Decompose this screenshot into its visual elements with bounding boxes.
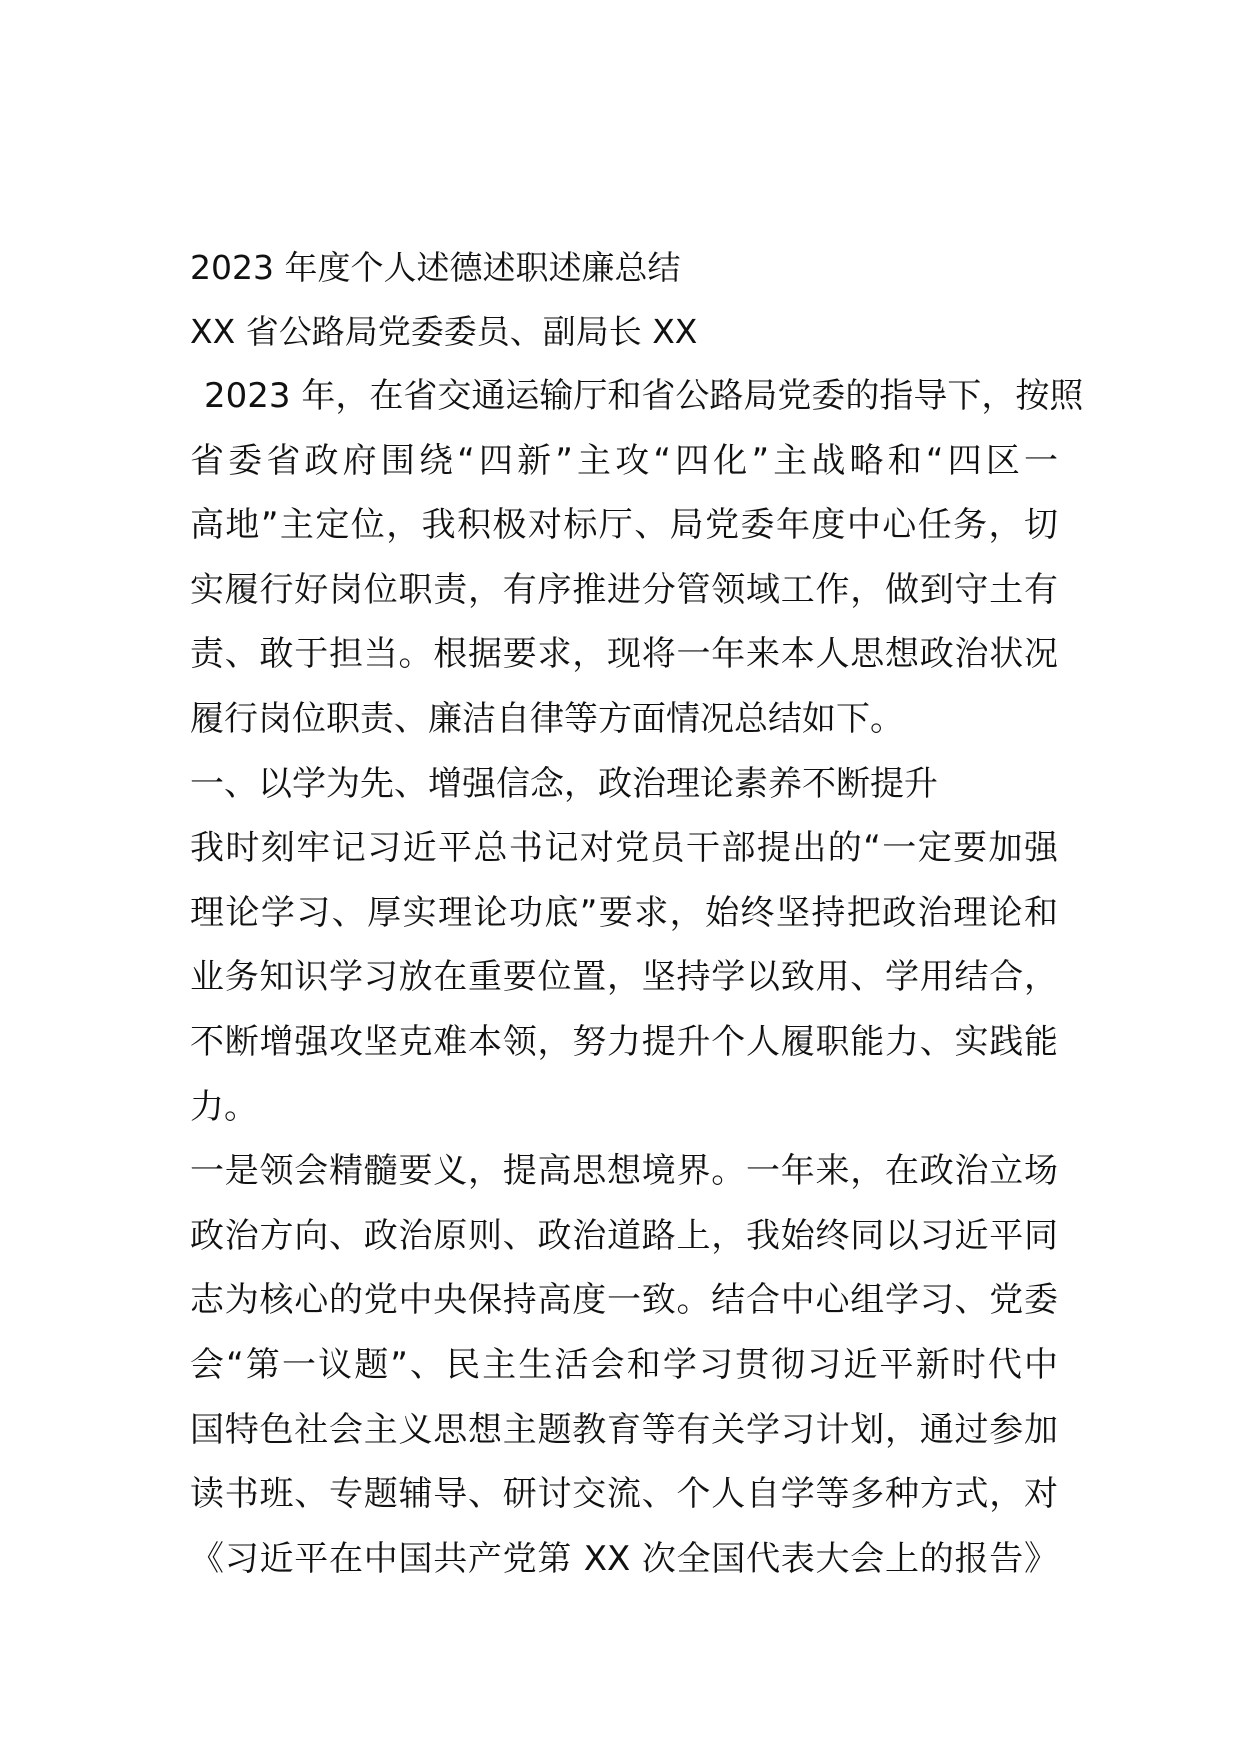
body-text [190, 364, 1084, 1591]
text-line: 业务知识学习放在重要位置，坚持学以致用、学用结合， [190, 957, 1058, 998]
text-line: 《习近平在中国共产党第 XX 次全国代表大会上的报告》 [190, 1538, 1058, 1579]
text-line: 读书班、专题辅导、研讨交流、个人自学等多种方式，对 [190, 1474, 1058, 1515]
text-line: 实履行好岗位职责，有序推进分管领域工作，做到守土有 [190, 569, 1058, 610]
text-line: 政治方向、政治原则、政治道路上，我始终同以习近平同 [190, 1215, 1058, 1256]
text-line: 一、以学为先、增强信念，政治理论素养不断提升 [190, 763, 938, 804]
text-line: 国特色社会主义思想主题教育等有关学习计划，通过参加 [190, 1409, 1058, 1450]
text-line: 履行岗位职责、廉洁自律等方面情况总结如下。 [190, 698, 904, 739]
text-line: 2023 年，在省交通运输厅和省公路局党委的指导下，按照 [204, 376, 1084, 416]
text-line: 力。 [190, 1086, 258, 1127]
text-line: 省委省政府围绕“四新”主攻“四化”主战略和“四区一 [190, 440, 1058, 481]
text-line: 责、敢于担当。根据要求，现将一年来本人思想政治状况 [190, 634, 1058, 675]
text-line: 会“第一议题”、民主生活会和学习贯彻习近平新时代中 [190, 1344, 1058, 1385]
document-title: 2023 年度个人述德述职述廉总结 [190, 248, 681, 287]
text-line: 理论学习、厚实理论功底”要求，始终坚持把政治理论和 [190, 892, 1058, 933]
text-line: 不断增强攻坚克难本领，努力提升个人履职能力、实践能 [190, 1021, 1058, 1062]
author-line: XX 省公路局党委委员、副局长 XX [190, 312, 698, 351]
text-line: 志为核心的党中央保持高度一致。结合中心组学习、党委 [190, 1280, 1058, 1321]
text-line: 一是领会精髓要义，提高思想境界。一年来，在政治立场 [190, 1151, 1058, 1192]
text-line: 高地”主定位，我积极对标厅、局党委年度中心任务，切 [190, 505, 1058, 546]
text-line: 我时刻牢记习近平总书记对党员干部提出的“一定要加强 [190, 828, 1058, 869]
document-body [190, 236, 1084, 1591]
